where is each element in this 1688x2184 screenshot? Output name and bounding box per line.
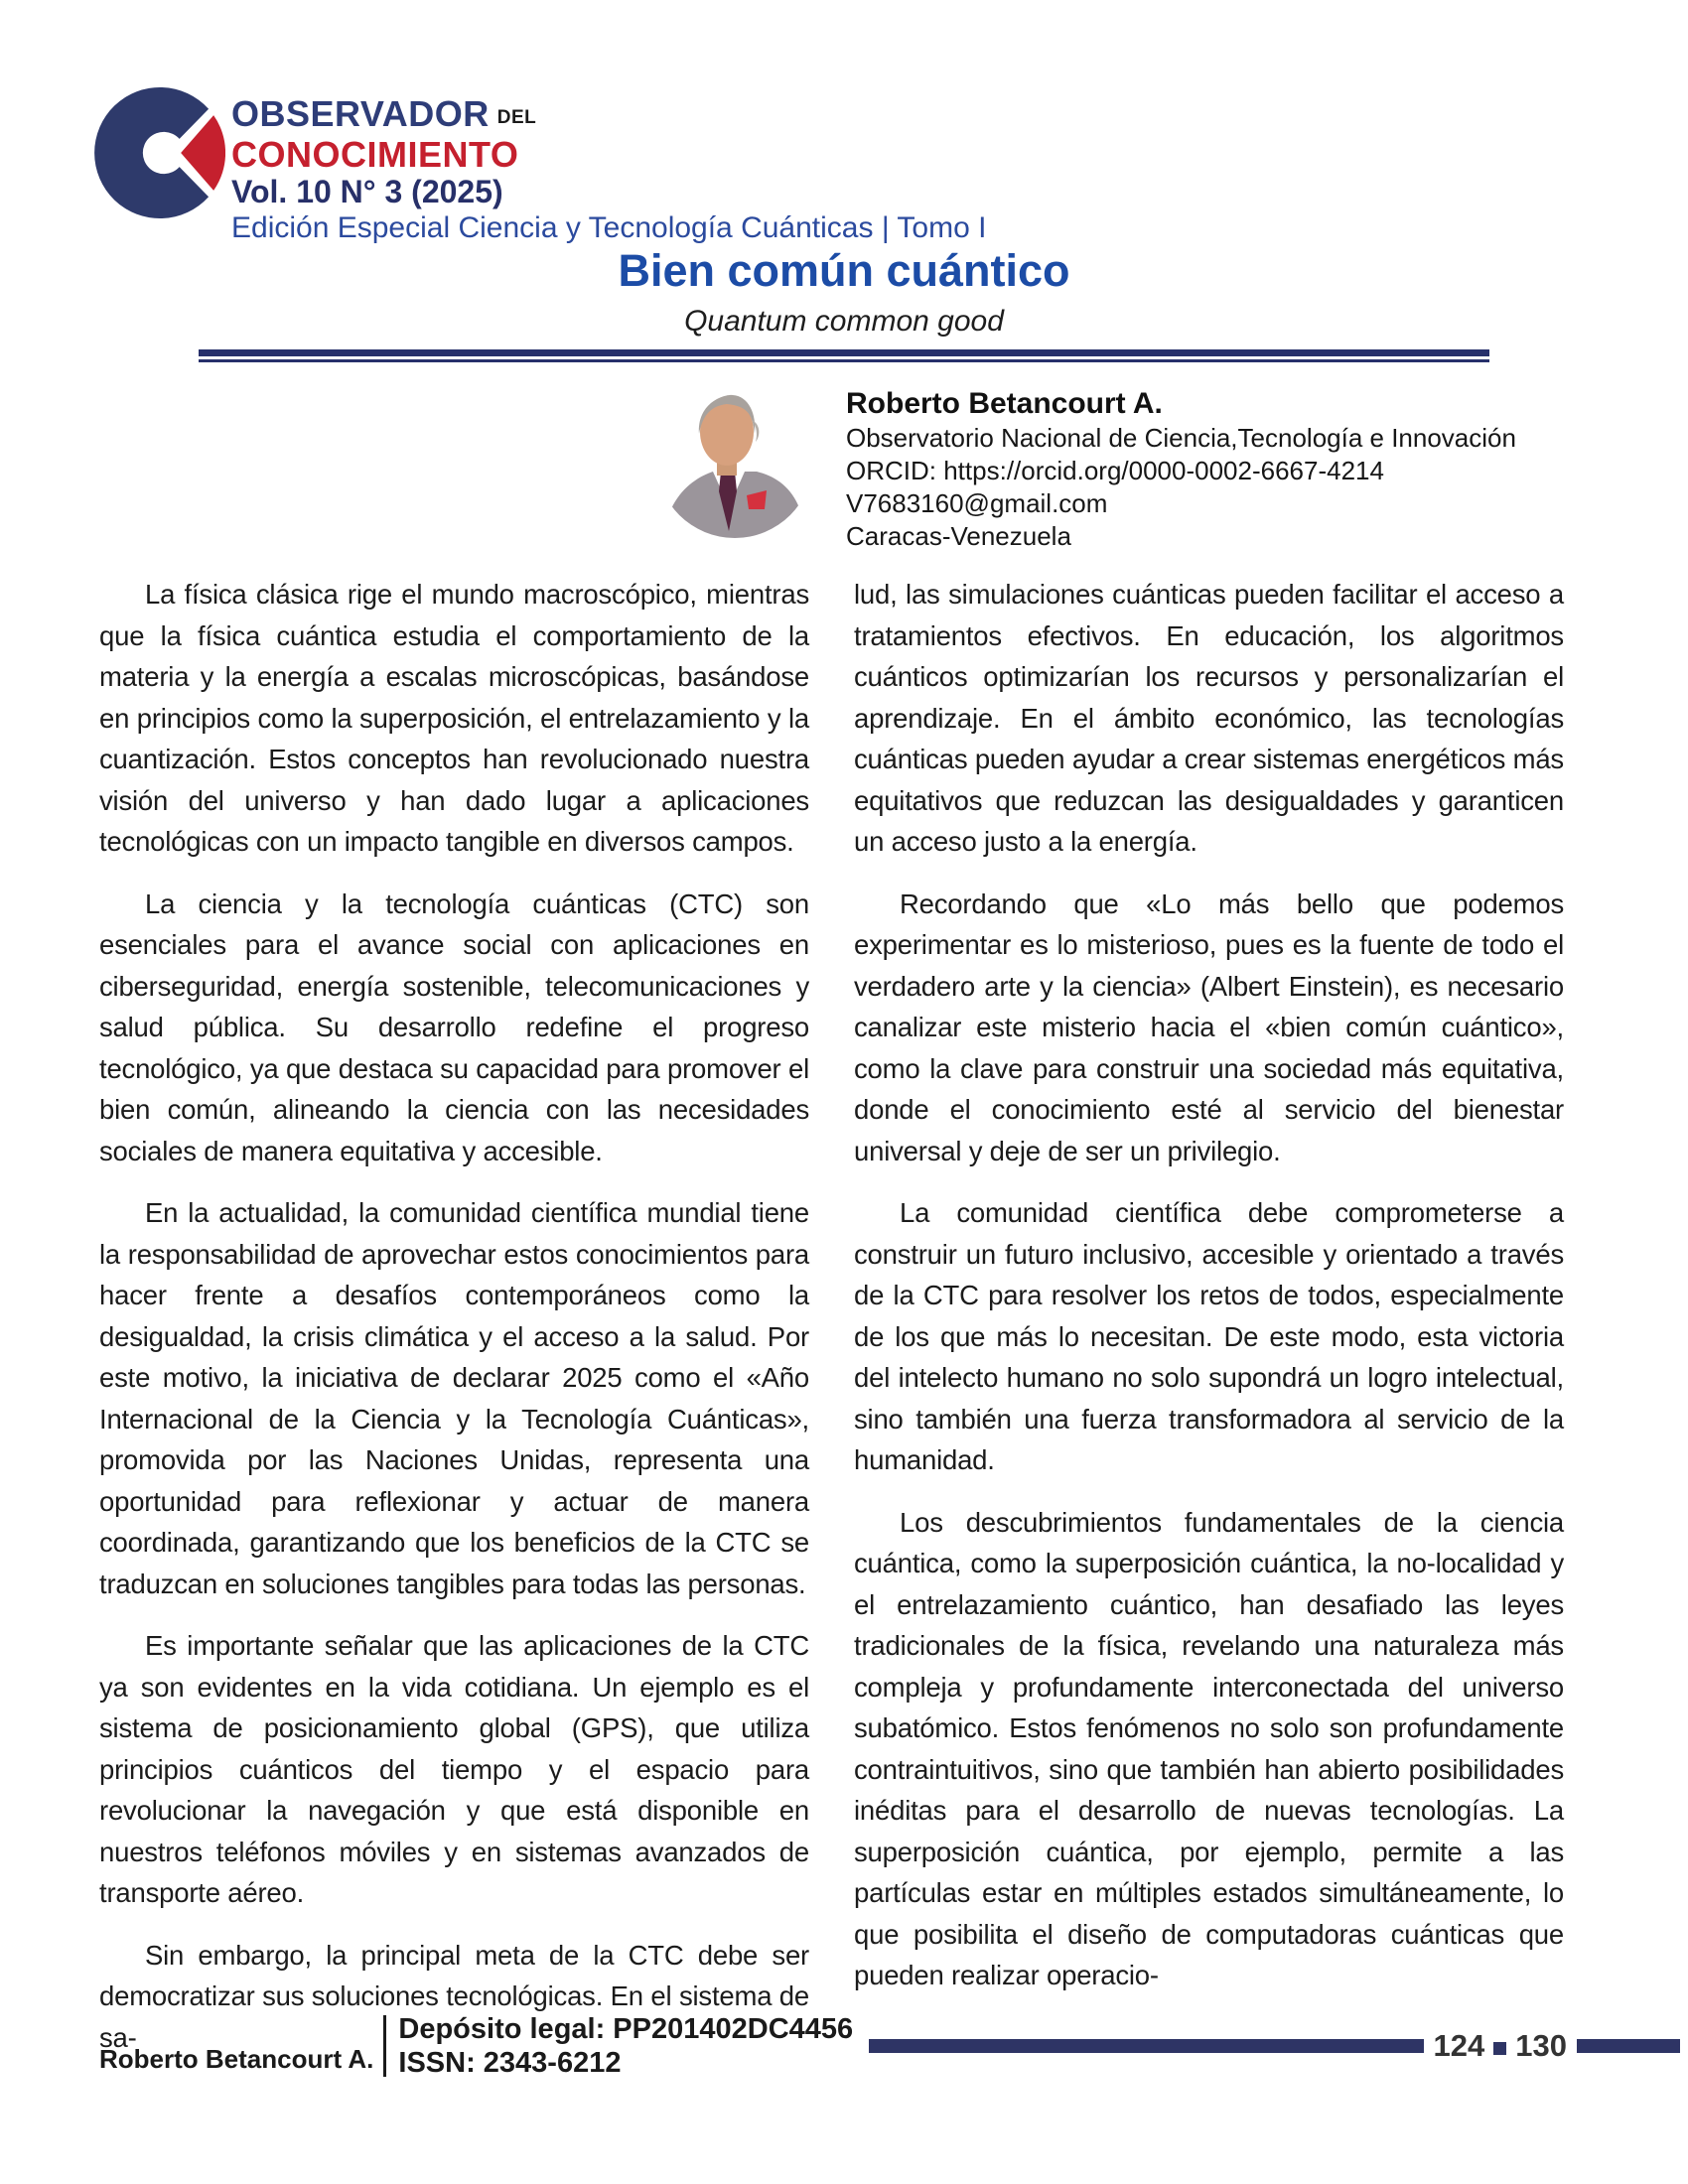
- author-photo: [655, 380, 814, 539]
- paragraph-left-2: La ciencia y la tecnología cuánticas (CTC) son esenciales para el avance social con aplicaciones en ciberseguridad, energía sostenible, telecomunicaciones y salud pública. Su desarrollo redefine el progreso tecnológico, ya que destaca su capacidad para promover el bien común, alineando la ciencia con las necesidades sociales de manera equitativa y accesible.: [99, 887, 809, 1166]
- author-location: Caracas-Venezuela: [846, 521, 1071, 551]
- footer-deposito-legal: Depósito legal: PP201402DC4456: [398, 2013, 854, 2045]
- author-meta: [846, 380, 1516, 553]
- paragraph-left-3: En la actualidad, la comunidad científica mundial tiene la responsabilidad de aprovechar estos conocimientos para hacer frente a desafíos contemporáneos como la desigualdad, la crisis climática y el acceso a la salud. Por este motivo, la iniciativa de declarar 2025 como el «Año Internacional de la Ciencia y la Tecnología Cuánticas», promovida por las Naciones Unidas, representa una oportunidad para reflexionar y actuar de manera coordinada, garantizando que los beneficios de la CTC se traduzcan en soluciones tangibles para todas las personas.: [99, 1197, 809, 1599]
- masthead-del: DEL: [496, 107, 537, 128]
- footer-page-separator-icon: [1493, 2042, 1506, 2055]
- author-orcid: ORCID: https://orcid.org/0000-0002-6667-4214: [846, 456, 1384, 485]
- right-column: [854, 574, 1564, 2079]
- page-footer: [99, 2011, 1680, 2081]
- masthead-observador: OBSERVADOR: [231, 93, 490, 134]
- paragraph-right-3: La comunidad científica debe comprometerse a construir un futuro inclusivo, accesible y orientado a través de la CTC para resolver los retos de todos, especialmente de los que más lo necesitan. De este modo, esta victoria del intelecto humano no solo supondrá un logro intelectual, sino también una fuerza transformadora al servicio de la humanidad.: [854, 1197, 1564, 1475]
- masthead-edition: Edición Especial Ciencia y Tecnología Cuánticas | Tomo I: [231, 211, 987, 244]
- paragraph-right-4: Los descubrimientos fundamentales de la ciencia cuántica, como la superposición cuántica, la no-localidad y el entrelazamiento cuántico, han desafiado las leyes tradicionales de la física, revelando una naturaleza más compleja y profundamente interconectada del universo subatómico. Estos fenómenos no solo son profundamente contraintuitivos, sino que también han abierto posibilidades inéditas para el desarrollo de nuevas tecnologías. La superposición cuántica, por ejemplo, permite a las partículas estar en múltiples estados simultáneamente, lo que posibilita el diseño de computadoras cuánticas que pueden realizar operacio-: [854, 1506, 1564, 1990]
- footer-page-range: [1434, 2028, 1567, 2064]
- footer-legal-block: [398, 2012, 853, 2080]
- title-divider: [199, 349, 1489, 361]
- footer-bar-right: [1577, 2039, 1680, 2053]
- left-column: [99, 574, 809, 2079]
- article-title: Bien común cuántico: [618, 245, 1070, 296]
- author-name: Roberto Betancourt A.: [846, 387, 1163, 420]
- footer-divider: [383, 2015, 386, 2077]
- footer-bar-left: [869, 2039, 1423, 2053]
- paragraph-left-4: Es importante señalar que las aplicaciones de la CTC ya son evidentes en la vida cotidiana. Un ejemplo es el sistema de posicionamiento global (GPS), que utiliza principios cuánticos del tiempo y el espacio para revolucionar la navegación y que está disponible en nuestros teléfonos móviles y en sistemas avanzados de transporte aéreo.: [99, 1630, 809, 1908]
- masthead-title-line1: [231, 95, 986, 137]
- author-email: V7683160@gmail.com: [846, 488, 1108, 518]
- footer-author: Roberto Betancourt A.: [99, 2044, 374, 2074]
- paragraph-left-1: La física clásica rige el mundo macroscópico, mientras que la física cuántica estudia el comportamiento de la materia y la energía a escalas microscópicas, basándose en principios como la superposición, el entrelazamiento y la cuantización. Estos conceptos han revolucionado nuestra visión del universo y han dado lugar a aplicaciones tecnológicas con un impacto tangible en diversos campos.: [99, 579, 809, 857]
- observador-conocimiento-logo-icon: [94, 87, 225, 218]
- masthead-volume: Vol. 10 N° 3 (2025): [231, 174, 503, 209]
- footer-page-first: 124: [1433, 2028, 1485, 2063]
- footer-issn: ISSN: 2343-6212: [398, 2047, 622, 2079]
- masthead-conocimiento: CONOCIMIENTO: [231, 134, 519, 175]
- paragraph-right-2: Recordando que «Lo más bello que podemos experimentar es lo misterioso, pues es la fuente de todo el verdadero arte y la ciencia» (Albert Einstein), es necesario canalizar este misterio hacia el «bien común cuántico», como la clave para construir una sociedad más equitativa, donde el conocimiento esté al servicio del bienestar universal y deje de ser un privilegio.: [854, 887, 1564, 1166]
- author-affiliation: Observatorio Nacional de Ciencia,Tecnología e Innovación: [846, 423, 1516, 453]
- article-title-block: [0, 246, 1688, 340]
- paragraph-right-1: lud, las simulaciones cuánticas pueden facilitar el acceso a tratamientos efectivos. En educación, los algoritmos cuánticos optimizarían los recursos y personalizarían el aprendizaje. En el ámbito económico, las tecnologías cuánticas pueden ayudar a crear sistemas energéticos más equitativos que reduzcan las desigualdades y garanticen un acceso justo a la energía.: [854, 579, 1564, 857]
- article-body: [99, 574, 1564, 2079]
- article-subtitle: Quantum common good: [684, 305, 1004, 338]
- footer-page-last: 130: [1515, 2028, 1567, 2063]
- paragraph-left-5: Sin embargo, la principal meta de la CTC debe ser democratizar sus soluciones tecnológicas. En el sistema de sa-: [99, 1939, 809, 2053]
- author-block: [655, 380, 1516, 553]
